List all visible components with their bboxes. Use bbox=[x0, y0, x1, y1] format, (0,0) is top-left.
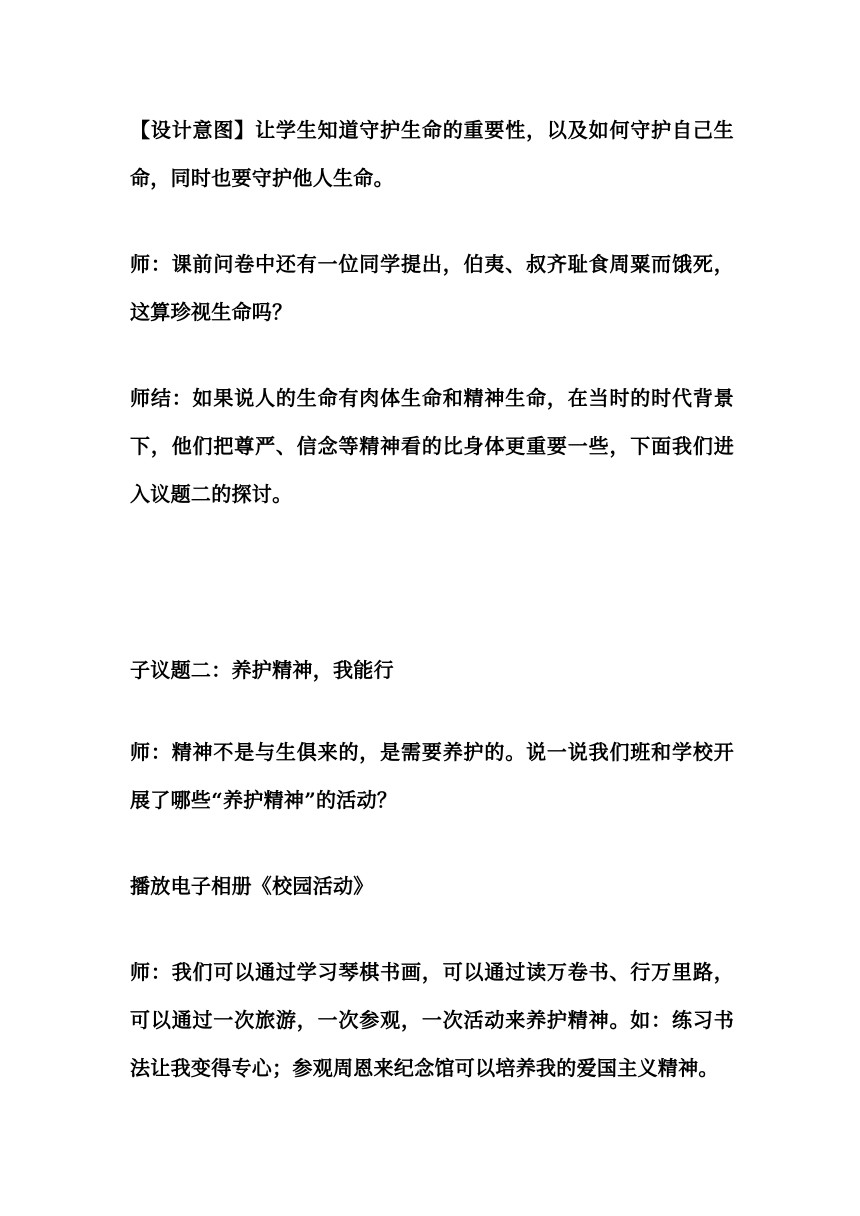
sub-topic-heading: 子议题二：养护精神，我能行 bbox=[130, 658, 394, 682]
design-intent-text: 让学生知道守护生命的重要性，以及如何守护自己生命，同时也要守护他人生命。 bbox=[130, 118, 734, 190]
design-intent-label: 【设计意图】 bbox=[130, 118, 256, 142]
teacher-question-paragraph: 师：课前问卷中还有一位同学提出，伯夷、叔齐耻食周粟而饿死，这算珍视生命吗？ bbox=[130, 252, 734, 324]
design-intent-paragraph bbox=[130, 106, 734, 202]
teacher-activity-question-paragraph: 师：精神不是与生俱来的，是需要养护的。说一说我们班和学校开展了哪些“养护精神”的活动？ bbox=[130, 740, 734, 812]
teacher-examples-paragraph: 师：我们可以通过学习琴棋书画，可以通过读万卷书、行万里路，可以通过一次旅游，一次参观，一次活动来养护精神。如：练习书法让我变得专心；参观周恩来纪念馆可以培养我的爱国主义精神。 bbox=[130, 960, 734, 1080]
play-album-paragraph: 播放电子相册《校园活动》 bbox=[130, 874, 374, 898]
teacher-summary-paragraph: 师结：如果说人的生命有肉体生命和精神生命，在当时的时代背景下，他们把尊严、信念等精神看的比身体更重要一些，下面我们进入议题二的探讨。 bbox=[130, 386, 734, 506]
